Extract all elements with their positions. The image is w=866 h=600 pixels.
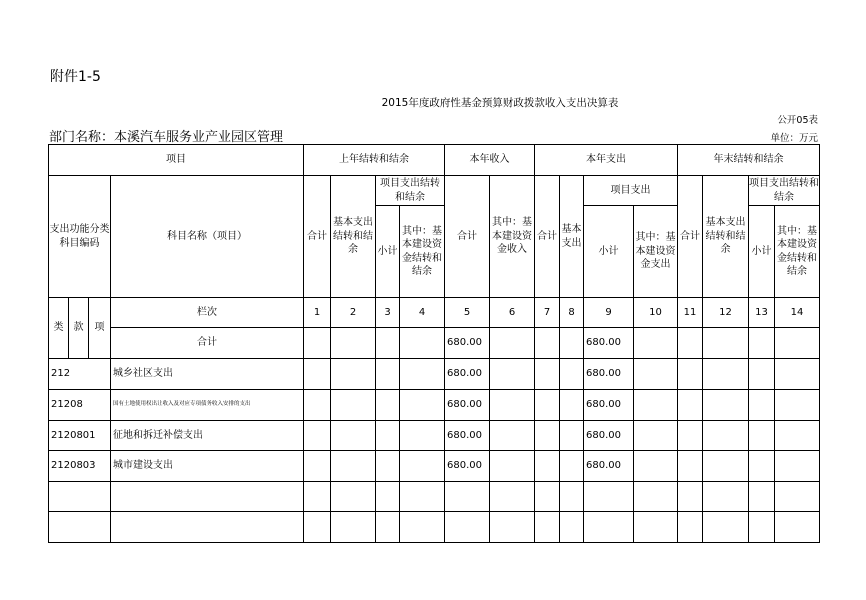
table-row (49, 451, 820, 482)
form-code: 公开05表 (777, 115, 818, 126)
row-code: 2120803 (49, 451, 111, 482)
header-income-total: 合计 (445, 176, 490, 298)
header-end-carry: 年末结转和结余 (678, 145, 820, 176)
empty-row (49, 512, 820, 543)
report-title: 2015年度政府性基金预算财政拨款收入支出决算表 (381, 97, 619, 109)
income-total: 680.00 (445, 451, 490, 482)
header-code-col: 支出功能分类科目编码 (49, 176, 111, 298)
header-end-subtotal: 小计 (749, 206, 775, 298)
col-number: 14 (775, 298, 820, 328)
row-name: 合计 (111, 328, 304, 359)
header-item: 项目 (49, 145, 304, 176)
income-total: 680.00 (445, 390, 490, 421)
header-end-project: 项目支出结转和结余 (749, 176, 820, 206)
col-number: 5 (445, 298, 490, 328)
row-name: 城市建设支出 (111, 451, 304, 482)
row-code: 21208 (49, 390, 111, 421)
empty-row (49, 482, 820, 512)
col-number: 13 (749, 298, 775, 328)
header-income: 本年收入 (445, 145, 535, 176)
header-prev-subtotal: 小计 (376, 206, 400, 298)
col-number: 6 (490, 298, 535, 328)
header-prev-capital: 其中：基本建设资金结转和结余 (400, 206, 445, 298)
header-prev-project: 项目支出结转和结余 (376, 176, 445, 206)
row-name: 国有土地使用权出让收入及对应专项债务收入安排的支出 (111, 390, 304, 421)
row-number-label: 栏次 (111, 298, 304, 328)
header-exp-subtotal: 小计 (584, 206, 634, 298)
row-code: 2120801 (49, 421, 111, 451)
row-code: 212 (49, 359, 111, 390)
col-number: 4 (400, 298, 445, 328)
header-xiang: 项 (89, 298, 111, 359)
income-total: 680.00 (445, 328, 490, 359)
header-exp-total: 合计 (535, 176, 560, 298)
header-name-col: 科目名称（项目） (111, 176, 304, 298)
header-exp-capital: 其中：基本建设资金支出 (634, 206, 678, 298)
header-income-capital: 其中：基本建设资金收入 (490, 176, 535, 298)
header-lei: 类 (49, 298, 69, 359)
table-row (49, 421, 820, 451)
header-expense: 本年支出 (535, 145, 678, 176)
col-number: 8 (560, 298, 584, 328)
table-row (49, 390, 820, 421)
col-number: 12 (703, 298, 749, 328)
row-name: 城乡社区支出 (111, 359, 304, 390)
expense-subtotal: 680.00 (584, 421, 634, 451)
col-number: 1 (304, 298, 331, 328)
col-number: 11 (678, 298, 703, 328)
unit-label: 单位：万元 (770, 133, 818, 144)
col-number: 2 (331, 298, 376, 328)
col-number: 3 (376, 298, 400, 328)
header-exp-project: 项目支出 (584, 176, 678, 206)
row-name: 征地和拆迁补偿支出 (111, 421, 304, 451)
col-number: 9 (584, 298, 634, 328)
header-prev-basic: 基本支出结转和结余 (331, 176, 376, 298)
expense-subtotal: 680.00 (584, 451, 634, 482)
col-number: 10 (634, 298, 678, 328)
expense-subtotal: 680.00 (584, 359, 634, 390)
income-total: 680.00 (445, 421, 490, 451)
table-row (49, 328, 820, 359)
budget-table (48, 144, 820, 543)
header-end-capital: 其中：基本建设资金结转和结余 (775, 206, 820, 298)
expense-subtotal: 680.00 (584, 390, 634, 421)
col-number: 7 (535, 298, 560, 328)
header-end-basic: 基本支出结转和结余 (703, 176, 749, 298)
header-exp-basic: 基本支出 (560, 176, 584, 298)
table-row (49, 359, 820, 390)
department-name: 部门名称：本溪汽车服务业产业园区管理 (49, 130, 284, 145)
header-prev-carry: 上年结转和结余 (304, 145, 445, 176)
header-prev-total: 合计 (304, 176, 331, 298)
header-end-total: 合计 (678, 176, 703, 298)
income-total: 680.00 (445, 359, 490, 390)
attachment-label: 附件1-5 (50, 69, 101, 85)
expense-subtotal: 680.00 (584, 328, 634, 359)
header-kuan: 款 (69, 298, 89, 359)
